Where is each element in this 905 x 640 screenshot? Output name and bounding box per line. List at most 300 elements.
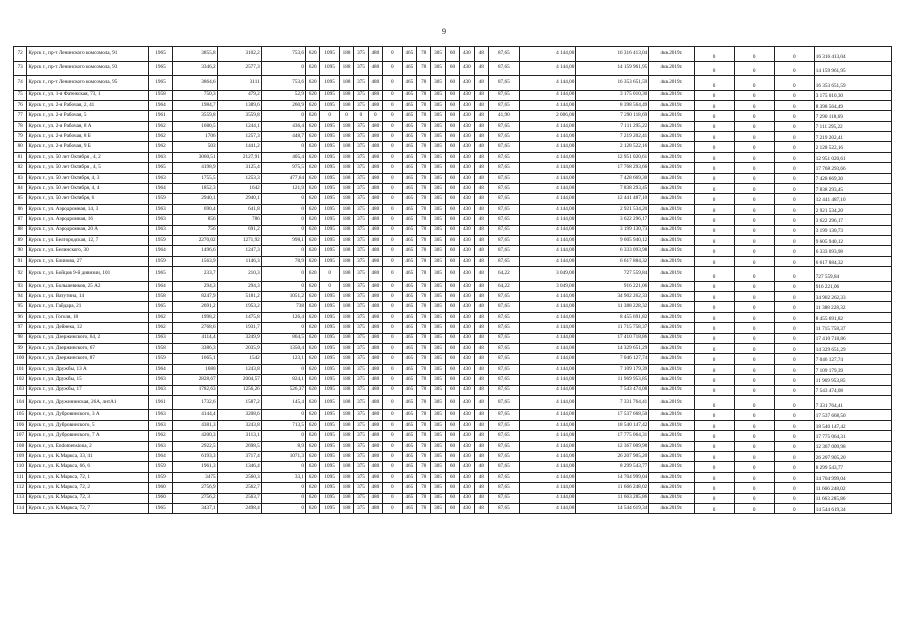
value-cell: 0 (261, 483, 305, 493)
value-cell: 375 (354, 225, 368, 235)
value-cell: 78 (416, 90, 430, 100)
value-cell: 1095 (320, 364, 340, 374)
value-cell: 4 144,00 (519, 364, 576, 374)
value-cell: 7 111 295,22 (576, 121, 649, 131)
value-cell: 0 (383, 333, 403, 343)
value-cell: 1587,2 (217, 395, 261, 410)
value-cell: 78 (416, 483, 430, 493)
value-cell: 3111 (217, 76, 261, 91)
value-cell: 0 (734, 152, 774, 162)
value-cell: 7 109 179,39 (814, 364, 891, 374)
value-cell: 0 (734, 204, 774, 214)
value-cell: 48 (474, 462, 488, 472)
value-cell: 4 144,00 (519, 184, 576, 194)
value-cell: 465 (402, 462, 416, 472)
value-cell: 60 (445, 246, 459, 256)
value-cell: 11 969 953,85 (814, 375, 891, 385)
table-row (14, 323, 892, 333)
value-cell: 430 (460, 462, 474, 472)
value-cell: 0 (774, 163, 814, 173)
value-cell: 4кв.2019г. (649, 333, 694, 343)
value-cell: 4кв.2019г. (649, 343, 694, 353)
value-cell: 0 (694, 395, 734, 410)
value-cell: 1962 (148, 142, 173, 152)
value-cell: 0 (383, 410, 403, 420)
value-cell: 0 (734, 100, 774, 110)
value-cell: 305 (431, 462, 445, 472)
row-number-cell: 105 (14, 410, 27, 420)
value-cell: 1350,4 (261, 343, 305, 353)
row-number-cell: 82 (14, 163, 27, 173)
value-cell: 305 (431, 111, 445, 121)
value-cell: 0 (694, 441, 734, 451)
value-cell: 1984,7 (173, 100, 217, 110)
value-cell: 7 331 764,41 (576, 395, 649, 410)
value-cell: 14 704 999,04 (814, 472, 891, 482)
value-cell: 430 (460, 385, 474, 395)
value-cell: 430 (460, 204, 474, 214)
value-cell: 48 (474, 333, 488, 343)
value-cell: 465 (402, 246, 416, 256)
value-cell: 0 (734, 61, 774, 76)
value-cell: 465 (402, 142, 416, 152)
value-cell: 60 (445, 173, 459, 183)
table-row (14, 312, 892, 322)
value-cell: 1964 (148, 452, 173, 462)
value-cell: 17 775 064,31 (576, 431, 649, 441)
value-cell: 4кв.2019г. (649, 100, 694, 110)
value-cell: 305 (431, 364, 445, 374)
row-number-cell: 85 (14, 194, 27, 204)
value-cell: 753,6 (261, 47, 305, 62)
value-cell: 0 (383, 235, 403, 245)
value-cell: 78 (416, 292, 430, 302)
value-cell: 48 (474, 184, 488, 194)
row-number-cell: 88 (14, 225, 27, 235)
address-cell: Курск г., ул. Дубровинского, 7 А (27, 431, 148, 441)
value-cell: 1958 (148, 292, 173, 302)
value-cell: 78 (416, 215, 430, 225)
value-cell: 11 388 228,32 (576, 302, 649, 312)
value-cell: 87,65 (488, 483, 519, 493)
value-cell: 60 (445, 194, 459, 204)
value-cell: 620 (305, 267, 319, 282)
value-cell: 1095 (320, 194, 340, 204)
value-cell: 465 (402, 47, 416, 62)
address-cell: Курск г., ул. Дубровинского, 5 (27, 420, 148, 430)
value-cell: 4кв.2019г. (649, 246, 694, 256)
address-cell: Курск г., ул. Блинова, 27 (27, 256, 148, 266)
value-cell: 690,4 (173, 204, 217, 214)
table-row (14, 100, 892, 110)
value-cell: 305 (431, 395, 445, 410)
address-cell: Курск г., ул. К.Маркса, 33, 41 (27, 452, 148, 462)
value-cell: 8 398 564,49 (576, 100, 649, 110)
value-cell: 4 144,00 (519, 163, 576, 173)
value-cell: 78 (416, 364, 430, 374)
value-cell: 305 (431, 267, 445, 282)
value-cell: 2127,91 (217, 152, 261, 162)
value-cell: 145,4 (261, 395, 305, 410)
value-cell: 0 (261, 142, 305, 152)
value-cell: 12 367 009,98 (576, 441, 649, 451)
value-cell: 430 (460, 184, 474, 194)
value-cell: 2270,02 (173, 235, 217, 245)
value-cell: 60 (445, 364, 459, 374)
value-cell: 2756,9 (173, 483, 217, 493)
value-cell: 2 128 522,16 (576, 142, 649, 152)
value-cell: 430 (460, 132, 474, 142)
table-row (14, 483, 892, 493)
value-cell: 4114,4 (173, 333, 217, 343)
value-cell: 4 144,00 (519, 483, 576, 493)
value-cell: 0 (734, 395, 774, 410)
value-cell: 0 (694, 76, 734, 91)
value-cell: 87,65 (488, 194, 519, 204)
address-cell: Курск г., ул. 50 лет Октября , 4, 5 (27, 163, 148, 173)
value-cell: 1964 (148, 281, 173, 291)
value-cell: 87,65 (488, 215, 519, 225)
value-cell: 620 (305, 441, 319, 451)
value-cell: 430 (460, 267, 474, 282)
value-cell: 3475 (173, 472, 217, 482)
value-cell: 11 715 758,37 (814, 323, 891, 333)
value-cell: 4 144,00 (519, 61, 576, 76)
value-cell: 60 (445, 121, 459, 131)
value-cell: 375 (354, 302, 368, 312)
value-cell: 60 (445, 312, 459, 322)
value-cell: 305 (431, 246, 445, 256)
value-cell: 1965 (148, 267, 173, 282)
value-cell: 0 (383, 47, 403, 62)
value-cell: 4381,3 (173, 420, 217, 430)
value-cell: 188 (339, 483, 353, 493)
value-cell: 0 (774, 225, 814, 235)
value-cell: 0 (694, 323, 734, 333)
value-cell: 0 (694, 364, 734, 374)
value-cell: 60 (445, 375, 459, 385)
value-cell: 430 (460, 111, 474, 121)
value-cell: 11 663 285,86 (576, 493, 649, 503)
value-cell: 4 144,00 (519, 441, 576, 451)
value-cell: 0 (734, 121, 774, 131)
value-cell: 1962 (148, 121, 173, 131)
value-cell: 1095 (320, 472, 340, 482)
value-cell: 1680 (173, 364, 217, 374)
row-number-cell: 108 (14, 441, 27, 451)
value-cell: 0 (694, 312, 734, 322)
value-cell: 4кв.2019г. (649, 364, 694, 374)
value-cell: 188 (339, 235, 353, 245)
value-cell: 305 (431, 184, 445, 194)
value-cell: 4 144,00 (519, 493, 576, 503)
value-cell: 34 902 262,33 (814, 292, 891, 302)
value-cell: 0 (694, 225, 734, 235)
value-cell: 0 (694, 333, 734, 343)
value-cell: 4кв.2019г. (649, 323, 694, 333)
value-cell: 0 (368, 111, 382, 121)
value-cell: 8247,9 (173, 292, 217, 302)
value-cell: 8 398 564,49 (814, 100, 891, 110)
value-cell: 480 (368, 420, 382, 430)
value-cell: 1963 (148, 225, 173, 235)
value-cell: 465 (402, 483, 416, 493)
value-cell: 375 (354, 472, 368, 482)
value-cell: 48 (474, 354, 488, 364)
value-cell: 0 (774, 184, 814, 194)
value-cell: 0 (261, 493, 305, 503)
value-cell: 1095 (320, 333, 340, 343)
row-number-cell: 96 (14, 312, 27, 322)
value-cell: 87,65 (488, 235, 519, 245)
value-cell: 4кв.2019г. (649, 215, 694, 225)
value-cell: 78 (416, 173, 430, 183)
value-cell: 620 (305, 302, 319, 312)
value-cell: 7 046 127,74 (576, 354, 649, 364)
value-cell: 0 (774, 452, 814, 462)
value-cell: 0 (734, 323, 774, 333)
value-cell: 0 (734, 312, 774, 322)
value-cell: 305 (431, 121, 445, 131)
value-cell: 727 559,84 (814, 267, 891, 282)
value-cell: 738 (261, 302, 305, 312)
value-cell: 4кв.2019г. (649, 420, 694, 430)
value-cell: 210,3 (217, 267, 261, 282)
value-cell: 7 428 669,30 (576, 173, 649, 183)
value-cell: 0 (261, 111, 305, 121)
value-cell: 188 (339, 395, 353, 410)
value-cell: 1095 (320, 204, 340, 214)
value-cell: 1959 (148, 472, 173, 482)
value-cell: 480 (368, 184, 382, 194)
value-cell: 0 (694, 163, 734, 173)
value-cell: 4 144,00 (519, 420, 576, 430)
value-cell: 0 (694, 354, 734, 364)
value-cell: 620 (305, 194, 319, 204)
address-cell: Курск г., пр-т Ленинского комсомола, 95 (27, 76, 148, 91)
value-cell: 60 (445, 132, 459, 142)
value-cell: 305 (431, 431, 445, 441)
value-cell: 620 (305, 163, 319, 173)
value-cell: 12 951 020,61 (576, 152, 649, 162)
value-cell: 0 (734, 76, 774, 91)
value-cell: 375 (354, 184, 368, 194)
value-cell: 0 (383, 503, 403, 513)
row-number-cell: 89 (14, 235, 27, 245)
value-cell: 0 (261, 503, 305, 513)
value-cell: 430 (460, 246, 474, 256)
value-cell: 3386,3 (173, 343, 217, 353)
value-cell: 78 (416, 472, 430, 482)
value-cell: 60 (445, 111, 459, 121)
value-cell: 0 (734, 420, 774, 430)
value-cell: 375 (354, 256, 368, 266)
value-cell: 14 329 651,29 (576, 343, 649, 353)
value-cell: 7 838 293,45 (576, 184, 649, 194)
value-cell: 60 (445, 61, 459, 76)
table-row (14, 225, 892, 235)
value-cell: 305 (431, 152, 445, 162)
value-cell: 0 (694, 132, 734, 142)
value-cell: 305 (431, 312, 445, 322)
value-cell: 12 367 009,98 (814, 441, 891, 451)
value-cell: 3 049,00 (519, 281, 576, 291)
value-cell: 126,4 (261, 312, 305, 322)
value-cell: 0 (694, 215, 734, 225)
value-cell: 1959 (148, 235, 173, 245)
value-cell: 87,65 (488, 47, 519, 62)
value-cell: 1998,2 (173, 312, 217, 322)
value-cell: 1095 (320, 100, 340, 110)
value-cell: 1095 (320, 163, 340, 173)
value-cell: 78 (416, 385, 430, 395)
value-cell: 60 (445, 343, 459, 353)
value-cell: 305 (431, 76, 445, 91)
value-cell: 4кв.2019г. (649, 395, 694, 410)
value-cell: 0 (774, 323, 814, 333)
value-cell: 5181,2 (217, 292, 261, 302)
value-cell: 78 (416, 312, 430, 322)
value-cell: 2577,3 (217, 61, 261, 76)
value-cell: 479,2 (217, 90, 261, 100)
value-cell: 375 (354, 194, 368, 204)
row-number-cell: 95 (14, 302, 27, 312)
value-cell: 4кв.2019г. (649, 503, 694, 513)
value-cell: 465 (402, 503, 416, 513)
value-cell: 1964 (148, 246, 173, 256)
value-cell: 4 144,00 (519, 90, 576, 100)
value-cell: 188 (339, 142, 353, 152)
value-cell: 1959 (148, 194, 173, 204)
value-cell: 305 (431, 256, 445, 266)
value-cell: 48 (474, 312, 488, 322)
value-cell: 480 (368, 256, 382, 266)
value-cell: 4 144,00 (519, 225, 576, 235)
value-cell: 480 (368, 100, 382, 110)
value-cell: 4кв.2019г. (649, 61, 694, 76)
value-cell: 620 (305, 152, 319, 162)
value-cell: 430 (460, 90, 474, 100)
value-cell: 1965 (148, 61, 173, 76)
value-cell: 0 (734, 503, 774, 513)
value-cell: 3249,9 (217, 333, 261, 343)
value-cell: 305 (431, 225, 445, 235)
value-cell: 64,22 (488, 267, 519, 282)
value-cell: 465 (402, 173, 416, 183)
value-cell: 0 (774, 354, 814, 364)
value-cell: 60 (445, 431, 459, 441)
value-cell: 4кв.2019г. (649, 225, 694, 235)
value-cell: 87,65 (488, 76, 519, 91)
value-cell: 0 (261, 61, 305, 76)
value-cell: 0 (734, 281, 774, 291)
value-cell: 480 (368, 142, 382, 152)
value-cell: 1962 (148, 312, 173, 322)
value-cell: 188 (339, 292, 353, 302)
value-cell: 60 (445, 483, 459, 493)
value-cell: 0 (774, 246, 814, 256)
value-cell: 26 207 905,20 (576, 452, 649, 462)
value-cell: 465 (402, 256, 416, 266)
value-cell: 48 (474, 225, 488, 235)
value-cell: 430 (460, 431, 474, 441)
value-cell: 375 (354, 462, 368, 472)
value-cell: 620 (305, 173, 319, 183)
value-cell: 480 (368, 472, 382, 482)
value-cell: 375 (354, 452, 368, 462)
value-cell: 0 (694, 375, 734, 385)
row-number-cell: 83 (14, 173, 27, 183)
table-row (14, 472, 892, 482)
value-cell: 620 (305, 246, 319, 256)
address-cell: Курск г., ул. 2-я Рабочая, 8 А (27, 121, 148, 131)
value-cell: 4кв.2019г. (649, 76, 694, 91)
value-cell: 78 (416, 354, 430, 364)
value-cell: 375 (354, 503, 368, 513)
value-cell: 0 (383, 76, 403, 91)
table-row (14, 395, 892, 410)
value-cell: 2922,5 (173, 441, 217, 451)
value-cell: 2 921 534,20 (576, 204, 649, 214)
value-cell: 188 (339, 173, 353, 183)
value-cell: 375 (354, 204, 368, 214)
value-cell: 480 (368, 90, 382, 100)
value-cell: 78 (416, 194, 430, 204)
value-cell: 48 (474, 385, 488, 395)
value-cell: 480 (368, 312, 382, 322)
value-cell: 405,4 (261, 152, 305, 162)
value-cell: 78 (416, 420, 430, 430)
value-cell: 0 (694, 121, 734, 131)
value-cell: 0 (694, 267, 734, 282)
value-cell: 0 (383, 385, 403, 395)
value-cell: 620 (305, 493, 319, 503)
value-cell: 0 (261, 194, 305, 204)
value-cell: 0 (383, 204, 403, 214)
address-cell: Курск г., ул. 50 лет Октября, 4, 4 (27, 184, 148, 194)
row-number-cell: 106 (14, 420, 27, 430)
value-cell: 480 (368, 452, 382, 462)
value-cell: 3113,1 (217, 431, 261, 441)
value-cell: 0 (383, 312, 403, 322)
value-cell: 0 (694, 256, 734, 266)
value-cell: 4кв.2019г. (649, 354, 694, 364)
value-cell: 465 (402, 215, 416, 225)
table-row (14, 441, 892, 451)
value-cell: 641,8 (217, 204, 261, 214)
table-row (14, 246, 892, 256)
value-cell: 465 (402, 90, 416, 100)
value-cell: 78 (416, 246, 430, 256)
value-cell: 465 (402, 452, 416, 462)
value-cell: 1960 (148, 493, 173, 503)
value-cell: 60 (445, 493, 459, 503)
value-cell: 1782,63 (173, 385, 217, 395)
value-cell: 48 (474, 343, 488, 353)
register-table (13, 46, 892, 514)
value-cell: 18 540 147,42 (576, 420, 649, 430)
value-cell: 375 (354, 235, 368, 245)
value-cell: 375 (354, 441, 368, 451)
value-cell: 430 (460, 292, 474, 302)
value-cell: 465 (402, 100, 416, 110)
value-cell: 305 (431, 235, 445, 245)
value-cell: 188 (339, 184, 353, 194)
address-cell: Курск г., ул. Аэродромная, 20 А (27, 225, 148, 235)
value-cell: 1051,2 (261, 292, 305, 302)
row-number-cell: 80 (14, 142, 27, 152)
value-cell: 16 316 413,04 (576, 47, 649, 62)
